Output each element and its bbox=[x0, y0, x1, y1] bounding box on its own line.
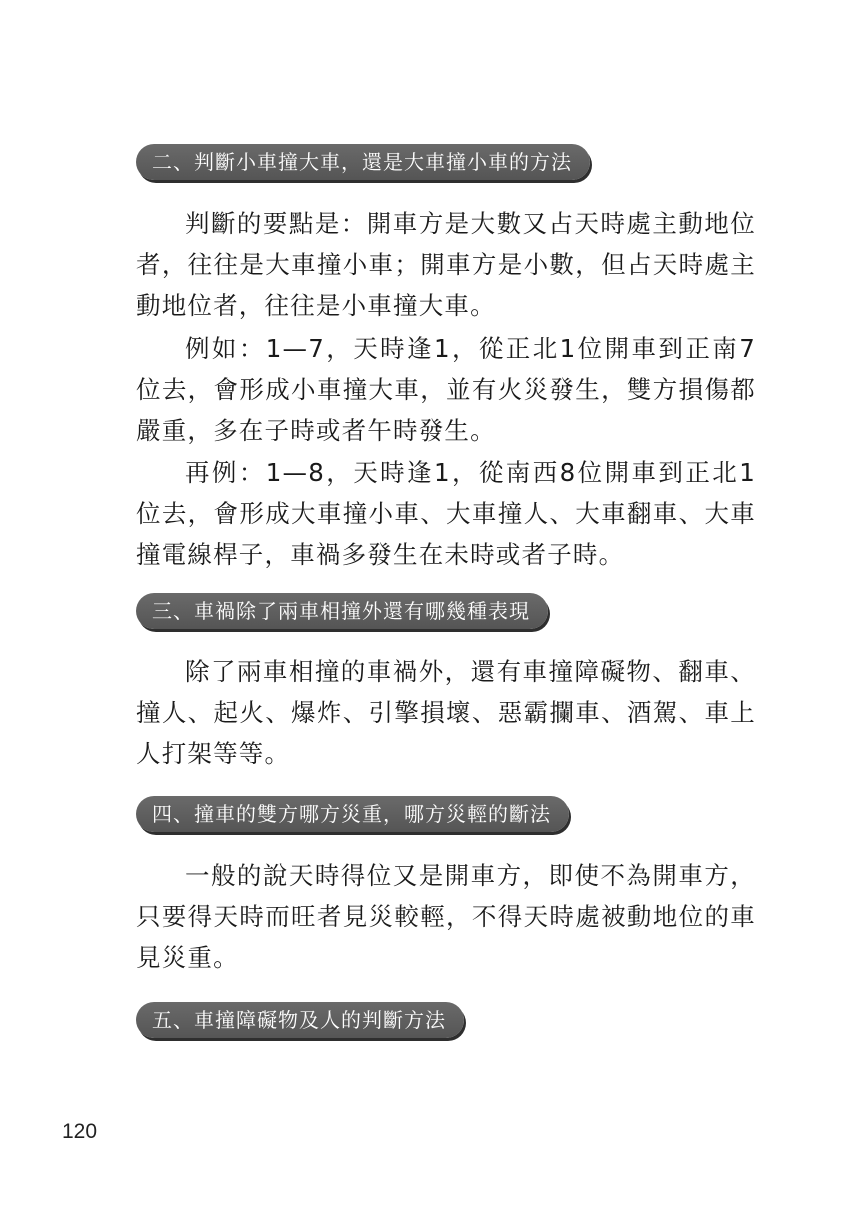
paragraph: 除了兩車相撞的車禍外，還有車撞障礙物、翻車、撞人、起火、爆炸、引擎損壞、惡霸攔車、酒駕、車上人打架等等。 bbox=[136, 657, 756, 768]
paragraph: 一般的說天時得位又是開車方，即使不為開車方，只要得天時而旺者見災較輕，不得天時處被動地位的車見災重。 bbox=[136, 861, 756, 972]
paragraph: 判斷的要點是：開車方是大數又占天時處主動地位者，往往是大車撞小車；開車方是小數，但占天時處主動地位者，往往是小車撞大車。 bbox=[136, 209, 756, 320]
page-number: 120 bbox=[62, 1120, 98, 1143]
section-heading-5: 五、車撞障礙物及人的判斷方法 bbox=[136, 1002, 464, 1038]
paragraph: 例如：1—7，天時逢1，從正北1位開車到正南7位去，會形成小車撞大車，並有火災發生，雙方損傷都嚴重，多在子時或者午時發生。 bbox=[136, 334, 756, 445]
section-heading-3: 三、車禍除了兩車相撞外還有哪幾種表現 bbox=[136, 593, 548, 629]
section-heading-2: 二、判斷小車撞大車，還是大車撞小車的方法 bbox=[136, 144, 590, 180]
section-heading-4: 四、撞車的雙方哪方災重，哪方災輕的斷法 bbox=[136, 796, 569, 832]
paragraph: 再例：1—8，天時逢1，從南西8位開車到正北1位去，會形成大車撞小車、大車撞人、大車翻車、大車撞電線桿子，車禍多發生在未時或者子時。 bbox=[136, 458, 756, 569]
